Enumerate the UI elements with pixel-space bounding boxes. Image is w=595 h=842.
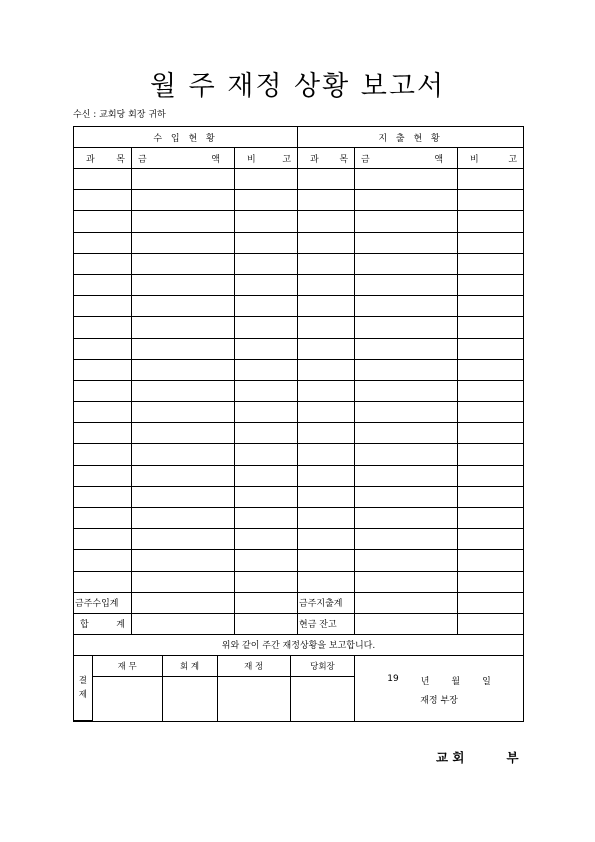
income-remark-cell[interactable] [235,296,298,317]
income-amount-cell[interactable] [132,232,235,253]
total-label: 합 계 [74,613,132,634]
entry-row [74,423,524,444]
expense-subject-cell[interactable] [298,359,355,380]
expense-remark-cell[interactable] [458,296,524,317]
weekly-income-label: 금주수입계 [74,592,132,613]
expense-subject-cell[interactable] [298,317,355,338]
expense-remark-cell[interactable] [458,571,524,592]
expense-amount-cell[interactable] [355,444,458,465]
page-title: 월 주 재정 상황 보고서 [149,71,446,102]
entry-row [74,211,524,232]
income-section-header: 수 입 현 황 [74,127,298,148]
income-subject-cell[interactable] [74,508,132,529]
income-subject-cell[interactable] [74,169,132,190]
income-amount-cell[interactable] [132,508,235,529]
income-remark-cell[interactable] [235,402,298,423]
expense-amount-cell[interactable] [355,380,458,401]
expense-remark-cell[interactable] [458,444,524,465]
expense-subject-cell[interactable] [298,274,355,295]
expense-amount-cell[interactable] [355,571,458,592]
total-remark[interactable] [235,613,298,634]
expense-amount-cell[interactable] [355,274,458,295]
expense-remark-header: 비 고 [458,148,524,169]
recipient-line: 수신 : 교회당 회장 귀하 [73,110,166,120]
income-amount-cell[interactable] [132,529,235,550]
expense-amount-cell[interactable] [355,550,458,571]
expense-remark-cell[interactable] [458,232,524,253]
income-subject-cell[interactable] [74,232,132,253]
income-subject-cell[interactable] [74,529,132,550]
entry-row [74,190,524,211]
income-remark-cell[interactable] [235,571,298,592]
expense-remark-cell[interactable] [458,190,524,211]
income-amount-cell[interactable] [132,253,235,274]
income-remark-cell[interactable] [235,274,298,295]
entry-row [74,296,524,317]
total-amount[interactable] [132,613,235,634]
expense-subject-cell[interactable] [298,444,355,465]
income-amount-cell[interactable] [132,359,235,380]
entry-row [74,550,524,571]
income-subject-cell[interactable] [74,190,132,211]
income-subject-cell[interactable] [74,253,132,274]
weekly-expense-remark[interactable] [458,592,524,613]
expense-amount-cell[interactable] [355,232,458,253]
income-amount-cell[interactable] [132,550,235,571]
income-subject-cell[interactable] [74,465,132,486]
expense-amount-cell[interactable] [355,190,458,211]
entry-row [74,359,524,380]
entry-row [74,338,524,359]
income-subject-cell[interactable] [74,380,132,401]
expense-remark-cell[interactable] [458,508,524,529]
income-subject-cell[interactable] [74,274,132,295]
signer-title: 재정 부장 [420,695,458,706]
expense-amount-cell[interactable] [355,253,458,274]
expense-subject-cell[interactable] [298,253,355,274]
expense-subject-cell[interactable] [298,571,355,592]
income-subject-cell[interactable] [74,571,132,592]
report-date: 19 년 월 일 [387,673,491,687]
income-remark-header: 비 고 [235,148,298,169]
income-subject-cell[interactable] [74,423,132,444]
expense-remark-cell[interactable] [458,380,524,401]
entry-rows [74,169,524,593]
expense-remark-cell[interactable] [458,274,524,295]
approval-sign-finance[interactable] [92,676,162,721]
expense-remark-cell[interactable] [458,211,524,232]
expense-remark-cell[interactable] [458,169,524,190]
expense-subject-header: 과 목 [298,148,355,169]
expense-subject-cell[interactable] [298,211,355,232]
expense-subject-cell[interactable] [298,296,355,317]
expense-remark-cell[interactable] [458,550,524,571]
income-amount-cell[interactable] [132,317,235,338]
expense-subject-cell[interactable] [298,380,355,401]
cash-balance-amount[interactable] [355,613,458,634]
expense-amount-cell[interactable] [355,486,458,507]
expense-remark-cell[interactable] [458,423,524,444]
entry-row [74,486,524,507]
expense-subject-cell[interactable] [298,529,355,550]
expense-amount-cell[interactable] [355,508,458,529]
entry-row [74,232,524,253]
income-amount-cell[interactable] [132,402,235,423]
expense-subject-cell[interactable] [298,402,355,423]
expense-remark-cell[interactable] [458,486,524,507]
expense-subject-cell[interactable] [298,423,355,444]
income-subject-cell[interactable] [74,359,132,380]
date-signature-block [355,655,524,722]
entry-row [74,444,524,465]
income-remark-cell[interactable] [235,190,298,211]
approval-sign-accounting[interactable] [162,676,217,721]
entry-row [74,402,524,423]
income-amount-cell[interactable] [132,211,235,232]
cash-balance-remark[interactable] [458,613,524,634]
income-subject-header: 과 목 [74,148,132,169]
entry-row [74,529,524,550]
weekly-expense-label: 금주지출계 [298,592,355,613]
expense-subject-cell[interactable] [298,190,355,211]
entry-row [74,169,524,190]
income-subject-cell[interactable] [74,486,132,507]
income-subject-cell[interactable] [74,296,132,317]
income-subject-cell[interactable] [74,402,132,423]
entry-row [74,317,524,338]
expense-subject-cell[interactable] [298,465,355,486]
expense-remark-cell[interactable] [458,338,524,359]
entry-row [74,508,524,529]
income-remark-cell[interactable] [235,529,298,550]
approval-role-chair: 당회장 [290,656,354,677]
income-remark-cell[interactable] [235,211,298,232]
expense-remark-cell[interactable] [458,402,524,423]
income-subject-cell[interactable] [74,444,132,465]
income-subject-cell[interactable] [74,317,132,338]
income-remark-cell[interactable] [235,359,298,380]
expense-remark-cell[interactable] [458,529,524,550]
expense-subject-cell[interactable] [298,486,355,507]
expense-amount-cell[interactable] [355,211,458,232]
expense-subject-cell[interactable] [298,232,355,253]
expense-amount-cell[interactable] [355,465,458,486]
expense-section-header: 지 출 현 황 [298,127,524,148]
entry-row [74,465,524,486]
expense-remark-cell[interactable] [458,465,524,486]
weekly-income-remark[interactable] [235,592,298,613]
expense-amount-cell[interactable] [355,169,458,190]
expense-subject-cell[interactable] [298,550,355,571]
weekly-expense-amount[interactable] [355,592,458,613]
income-remark-cell[interactable] [235,253,298,274]
income-remark-cell[interactable] [235,317,298,338]
income-amount-cell[interactable] [132,190,235,211]
expense-subject-cell[interactable] [298,508,355,529]
income-amount-cell[interactable] [132,465,235,486]
expense-amount-cell[interactable] [355,317,458,338]
income-amount-cell[interactable] [132,380,235,401]
expense-amount-cell[interactable] [355,402,458,423]
income-remark-cell[interactable] [235,423,298,444]
expense-subject-cell[interactable] [298,169,355,190]
expense-amount-cell[interactable] [355,296,458,317]
entry-row [74,253,524,274]
income-amount-cell[interactable] [132,444,235,465]
cash-balance-label: 현금 잔고 [298,613,355,634]
expense-remark-cell[interactable] [458,359,524,380]
church-department-footer: 교 회 부 [436,750,519,765]
income-amount-cell[interactable] [132,486,235,507]
expense-amount-cell[interactable] [355,423,458,444]
income-subject-cell[interactable] [74,550,132,571]
income-amount-cell[interactable] [132,296,235,317]
income-remark-cell[interactable] [235,465,298,486]
income-amount-cell[interactable] [132,571,235,592]
income-remark-cell[interactable] [235,169,298,190]
income-subject-cell[interactable] [74,211,132,232]
expense-amount-cell[interactable] [355,338,458,359]
entry-row [74,380,524,401]
approval-label: 결 제 [74,656,92,721]
income-remark-cell[interactable] [235,338,298,359]
income-amount-cell[interactable] [132,169,235,190]
finance-report-table [73,126,524,722]
weekly-income-amount[interactable] [132,592,235,613]
entry-row [74,274,524,295]
income-amount-cell[interactable] [132,338,235,359]
income-remark-cell[interactable] [235,486,298,507]
approval-sign-treasury[interactable] [217,676,290,721]
approval-role-accounting: 회 계 [162,656,217,677]
income-amount-header: 금 액 [132,148,235,169]
income-amount-cell[interactable] [132,274,235,295]
entry-row [74,571,524,592]
income-remark-cell[interactable] [235,550,298,571]
approval-block [74,655,355,722]
income-remark-cell[interactable] [235,444,298,465]
approval-role-finance: 재 무 [92,656,162,677]
expense-amount-cell[interactable] [355,359,458,380]
income-remark-cell[interactable] [235,232,298,253]
income-subject-cell[interactable] [74,338,132,359]
expense-amount-cell[interactable] [355,529,458,550]
approval-sign-chair[interactable] [290,676,354,721]
expense-amount-header: 금 액 [355,148,458,169]
report-statement: 위와 같이 주간 재정상황을 보고합니다. [74,634,524,655]
expense-subject-cell[interactable] [298,338,355,359]
expense-remark-cell[interactable] [458,317,524,338]
expense-remark-cell[interactable] [458,253,524,274]
income-amount-cell[interactable] [132,423,235,444]
approval-role-treasury: 재 정 [217,656,290,677]
income-remark-cell[interactable] [235,380,298,401]
income-remark-cell[interactable] [235,508,298,529]
